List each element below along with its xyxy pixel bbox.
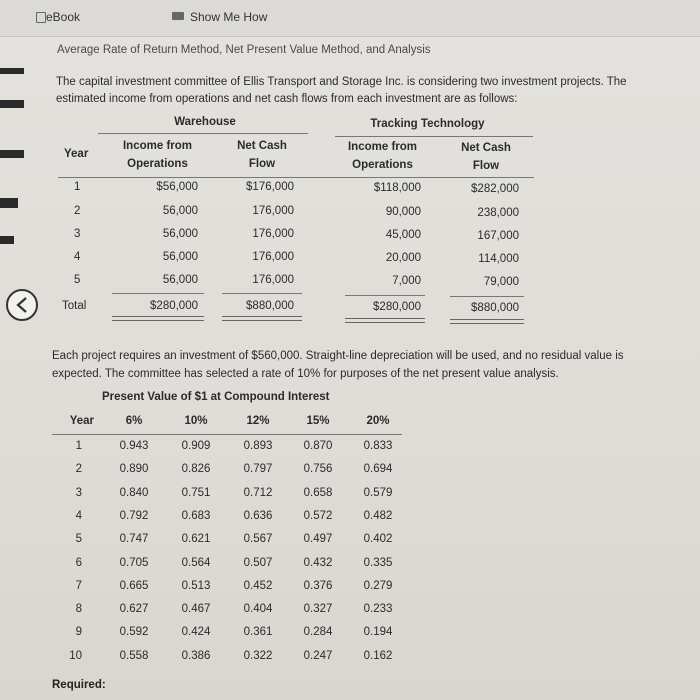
pv-cell: 0.467 bbox=[181, 603, 211, 616]
pv-cell: 0.658 bbox=[303, 486, 333, 499]
row-tracking-income: 90,000 bbox=[385, 206, 421, 218]
pv-row-year: 4 bbox=[75, 509, 82, 522]
col-header-income: Operations bbox=[352, 159, 413, 171]
col-header-income: Income from bbox=[347, 141, 417, 153]
pv-cell: 0.162 bbox=[363, 649, 393, 662]
pv-cell: 0.424 bbox=[181, 626, 211, 639]
side-edge-mark bbox=[0, 236, 14, 244]
row-warehouse-cash: 176,000 bbox=[252, 251, 294, 263]
header-rule bbox=[335, 136, 533, 137]
pv-cell: 0.627 bbox=[119, 603, 149, 616]
pv-row-year: 3 bbox=[75, 486, 82, 499]
chevron-left-icon bbox=[15, 297, 29, 313]
pv-cell: 0.432 bbox=[303, 556, 333, 569]
pv-cell: 0.233 bbox=[363, 603, 393, 616]
total-double-rule bbox=[222, 316, 302, 321]
row-tracking-cash: 114,000 bbox=[478, 253, 519, 265]
row-year: 2 bbox=[74, 205, 81, 217]
pv-cell: 0.694 bbox=[363, 463, 393, 476]
row-tracking-income: 7,000 bbox=[392, 275, 421, 287]
total-warehouse-cash: $880,000 bbox=[246, 300, 294, 312]
pv-cell: 0.572 bbox=[303, 509, 333, 522]
total-double-rule bbox=[345, 318, 425, 323]
pv-cell: 0.279 bbox=[363, 579, 393, 592]
total-rule bbox=[222, 293, 302, 294]
pv-cell: 0.705 bbox=[119, 556, 149, 569]
pv-col-header: 10% bbox=[184, 415, 208, 427]
side-edge-mark bbox=[0, 68, 24, 74]
ebook-icon bbox=[36, 12, 46, 23]
pv-cell: 0.564 bbox=[181, 556, 211, 569]
show-me-how-button[interactable]: Show Me How bbox=[190, 10, 268, 24]
row-year: 3 bbox=[74, 228, 81, 240]
row-tracking-cash: $282,000 bbox=[471, 183, 519, 195]
pv-col-header: Year bbox=[69, 415, 94, 427]
top-toolbar bbox=[0, 0, 700, 37]
side-edge-mark bbox=[0, 198, 18, 208]
pv-row-year: 1 bbox=[75, 440, 82, 452]
pv-cell: 0.567 bbox=[243, 533, 273, 546]
row-tracking-income: 45,000 bbox=[385, 229, 421, 241]
problem-heading: Average Rate of Return Method, Net Present Value Method, and Analysis bbox=[57, 44, 431, 56]
pv-row-year: 7 bbox=[75, 579, 82, 592]
col-header-cash: Flow bbox=[248, 158, 276, 170]
pv-cell: 0.335 bbox=[363, 556, 393, 569]
row-warehouse-income: 56,000 bbox=[162, 205, 198, 217]
pv-cell: 0.826 bbox=[181, 463, 211, 476]
pv-col-header: 12% bbox=[246, 415, 270, 427]
pv-cell: 0.579 bbox=[363, 486, 393, 499]
ebook-tab[interactable]: eBook bbox=[46, 10, 81, 24]
row-warehouse-cash: 176,000 bbox=[252, 274, 294, 286]
pv-cell: 0.452 bbox=[243, 579, 273, 592]
row-tracking-income: $118,000 bbox=[373, 182, 421, 194]
intro-text: The capital investment committee of Ellis Transport and Storage Inc. is considering two investment projects. The estimated income from operations and net cash flows from each investment are as follows: bbox=[56, 76, 627, 105]
row-tracking-income: 20,000 bbox=[385, 252, 421, 264]
pv-col-header: 20% bbox=[366, 415, 390, 427]
total-double-rule bbox=[112, 316, 204, 321]
row-tracking-cash: 238,000 bbox=[477, 207, 519, 219]
header-rule bbox=[58, 177, 534, 178]
pv-cell: 0.402 bbox=[363, 533, 393, 546]
pv-cell: 0.327 bbox=[303, 603, 333, 616]
group-header-tracking: Tracking Technology bbox=[370, 118, 485, 130]
row-tracking-cash: 167,000 bbox=[477, 230, 519, 242]
pv-row-year: 8 bbox=[75, 603, 82, 616]
pv-cell: 0.558 bbox=[119, 649, 149, 662]
row-warehouse-cash: 176,000 bbox=[252, 205, 294, 217]
pv-table-title: Present Value of $1 at Compound Interest bbox=[102, 391, 330, 403]
pv-col-header: 6% bbox=[125, 415, 143, 427]
side-edge-mark bbox=[0, 150, 24, 158]
row-warehouse-cash: 176,000 bbox=[252, 228, 294, 240]
total-rule bbox=[450, 296, 524, 297]
row-warehouse-income: $56,000 bbox=[156, 181, 198, 193]
pv-cell: 0.756 bbox=[303, 463, 333, 476]
total-tracking-cash: $880,000 bbox=[471, 302, 519, 314]
col-header-year: Year bbox=[64, 148, 89, 160]
pv-cell: 0.747 bbox=[119, 533, 149, 546]
pv-row-year: 6 bbox=[75, 556, 82, 569]
pv-cell: 0.792 bbox=[119, 509, 149, 522]
row-warehouse-income: 56,000 bbox=[162, 228, 198, 240]
investment-paragraph: Each project requires an investment of $560,000. Straight-line depreciation will be used, and no residual value is expected. The committee has selected a rate of 10% for purposes of the net present value analysis. bbox=[52, 350, 624, 380]
pv-cell: 0.840 bbox=[119, 486, 149, 499]
col-header-cash: Net Cash bbox=[237, 140, 287, 152]
back-button[interactable] bbox=[6, 289, 38, 321]
pv-cell: 0.893 bbox=[243, 440, 273, 452]
pv-cell: 0.482 bbox=[363, 509, 393, 522]
pv-cell: 0.404 bbox=[243, 603, 273, 616]
total-rule bbox=[112, 293, 204, 294]
required-label: Required: bbox=[52, 679, 106, 691]
pv-row-year: 5 bbox=[75, 533, 82, 546]
pv-cell: 0.797 bbox=[243, 463, 273, 476]
pv-cell: 0.683 bbox=[181, 509, 211, 522]
pv-cell: 0.194 bbox=[363, 626, 393, 639]
pv-header-rule bbox=[52, 434, 402, 435]
row-year: 5 bbox=[74, 274, 81, 286]
pv-cell: 0.247 bbox=[303, 649, 333, 662]
row-warehouse-income: 56,000 bbox=[162, 274, 198, 286]
row-warehouse-cash: $176,000 bbox=[246, 181, 294, 193]
pv-row-year: 9 bbox=[75, 626, 82, 639]
col-header-income: Income from bbox=[122, 140, 192, 152]
pv-cell: 0.751 bbox=[181, 486, 211, 499]
row-warehouse-income: 56,000 bbox=[162, 251, 198, 263]
row-year: 4 bbox=[74, 251, 81, 263]
col-header-income: Operations bbox=[127, 158, 188, 170]
pv-cell: 0.361 bbox=[243, 626, 273, 639]
pv-cell: 0.513 bbox=[181, 579, 211, 592]
pv-cell: 0.592 bbox=[119, 626, 149, 639]
row-year: 1 bbox=[74, 181, 81, 193]
total-tracking-income: $280,000 bbox=[373, 301, 421, 313]
header-rule bbox=[98, 133, 308, 134]
col-header-cash: Net Cash bbox=[461, 142, 511, 154]
pv-cell: 0.322 bbox=[243, 649, 273, 662]
col-header-cash: Flow bbox=[472, 160, 500, 172]
pv-cell: 0.909 bbox=[181, 440, 211, 452]
side-edge-mark bbox=[0, 100, 24, 108]
pv-cell: 0.870 bbox=[303, 440, 333, 452]
pv-cell: 0.376 bbox=[303, 579, 333, 592]
pv-cell: 0.665 bbox=[119, 579, 149, 592]
pv-cell: 0.712 bbox=[243, 486, 273, 499]
pv-col-header: 15% bbox=[306, 415, 330, 427]
pv-cell: 0.636 bbox=[243, 509, 273, 522]
pv-row-year: 10 bbox=[69, 649, 82, 662]
group-header-warehouse: Warehouse bbox=[174, 116, 236, 128]
total-double-rule bbox=[450, 319, 524, 324]
pv-cell: 0.284 bbox=[303, 626, 333, 639]
total-rule bbox=[345, 295, 425, 296]
pv-cell: 0.621 bbox=[181, 533, 211, 546]
video-icon bbox=[172, 12, 184, 20]
total-label: Total bbox=[62, 300, 87, 312]
pv-row-year: 2 bbox=[75, 463, 82, 476]
total-warehouse-income: $280,000 bbox=[150, 300, 198, 312]
pv-cell: 0.497 bbox=[303, 533, 333, 546]
pv-cell: 0.833 bbox=[363, 440, 393, 452]
pv-cell: 0.943 bbox=[119, 440, 149, 452]
pv-cell: 0.386 bbox=[181, 649, 211, 662]
pv-cell: 0.890 bbox=[119, 463, 149, 476]
pv-cell: 0.507 bbox=[243, 556, 273, 569]
row-tracking-cash: 79,000 bbox=[483, 276, 519, 288]
